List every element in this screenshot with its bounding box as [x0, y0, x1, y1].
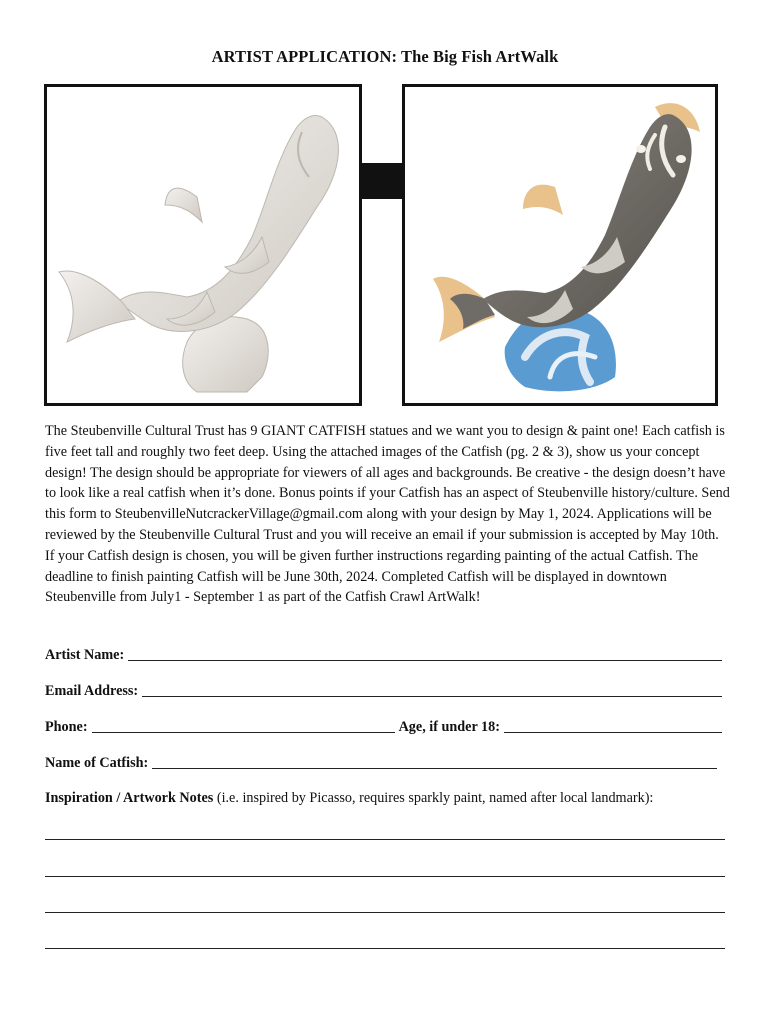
email-label: Email Address:	[45, 683, 139, 699]
artist-name-line[interactable]	[128, 646, 722, 661]
catfish-name-label: Name of Catfish:	[45, 755, 149, 771]
artist-name-label: Artist Name:	[45, 647, 125, 663]
notes-line-4[interactable]	[45, 948, 725, 949]
notes-line-2[interactable]	[45, 876, 725, 877]
unpainted-catfish-statue	[47, 87, 359, 403]
phone-line[interactable]	[92, 718, 395, 733]
notes-label	[45, 790, 653, 807]
page-title: ARTIST APPLICATION: The Big Fish ArtWalk	[211, 47, 559, 66]
description-paragraph: The Steubenville Cultural Trust has 9 GIANT CATFISH statues and we want you to design & paint one! Each catfish is five feet tall and roughly two feet deep. Using the attached images of the Catfish (pg. 2 & 3), show us your concept design! The design should be appropriate for viewers of all ages and backgrounds. Be creative - the design doesn’t have to look like a real catfish when it’s done. Bonus points if your Catfish has an aspect of Steubenville history/culture. Send this form to SteubenvilleNutcrackerVillage@gmail.com along with your design by May 1, 2024. Applications will be reviewed by the Steubenville Cultural Trust and you will receive an email if your submission is accepted by May 10th. If your Catfish design is chosen, you will be given further instructions regarding painting of the actual Catfish. The deadline to finish painting Catfish will be June 30th, 2024. Completed Catfish will be displayed in downtown Steubenville from July1 - September 1 as part of the Catfish Crawl ArtWalk!	[45, 423, 730, 606]
age-label: Age, if under 18:	[398, 719, 500, 735]
email-line[interactable]	[142, 682, 722, 697]
notes-label-bold: Inspiration / Artwork Notes	[45, 790, 214, 806]
phone-age-row	[45, 718, 722, 736]
notes-line-1[interactable]	[45, 839, 725, 840]
phone-label: Phone:	[45, 719, 88, 735]
unpainted-catfish-image	[44, 84, 362, 406]
artist-name-field[interactable]	[45, 646, 722, 664]
catfish-name-line[interactable]	[152, 754, 717, 769]
painted-catfish-image	[402, 84, 718, 406]
painted-catfish-statue	[405, 87, 715, 403]
notes-hint: (i.e. inspired by Picasso, requires sparkly paint, named after local landmark):	[213, 790, 654, 806]
email-field[interactable]	[45, 682, 722, 700]
notes-line-3[interactable]	[45, 912, 725, 913]
age-line[interactable]	[504, 718, 722, 733]
catfish-name-field[interactable]	[45, 754, 717, 772]
